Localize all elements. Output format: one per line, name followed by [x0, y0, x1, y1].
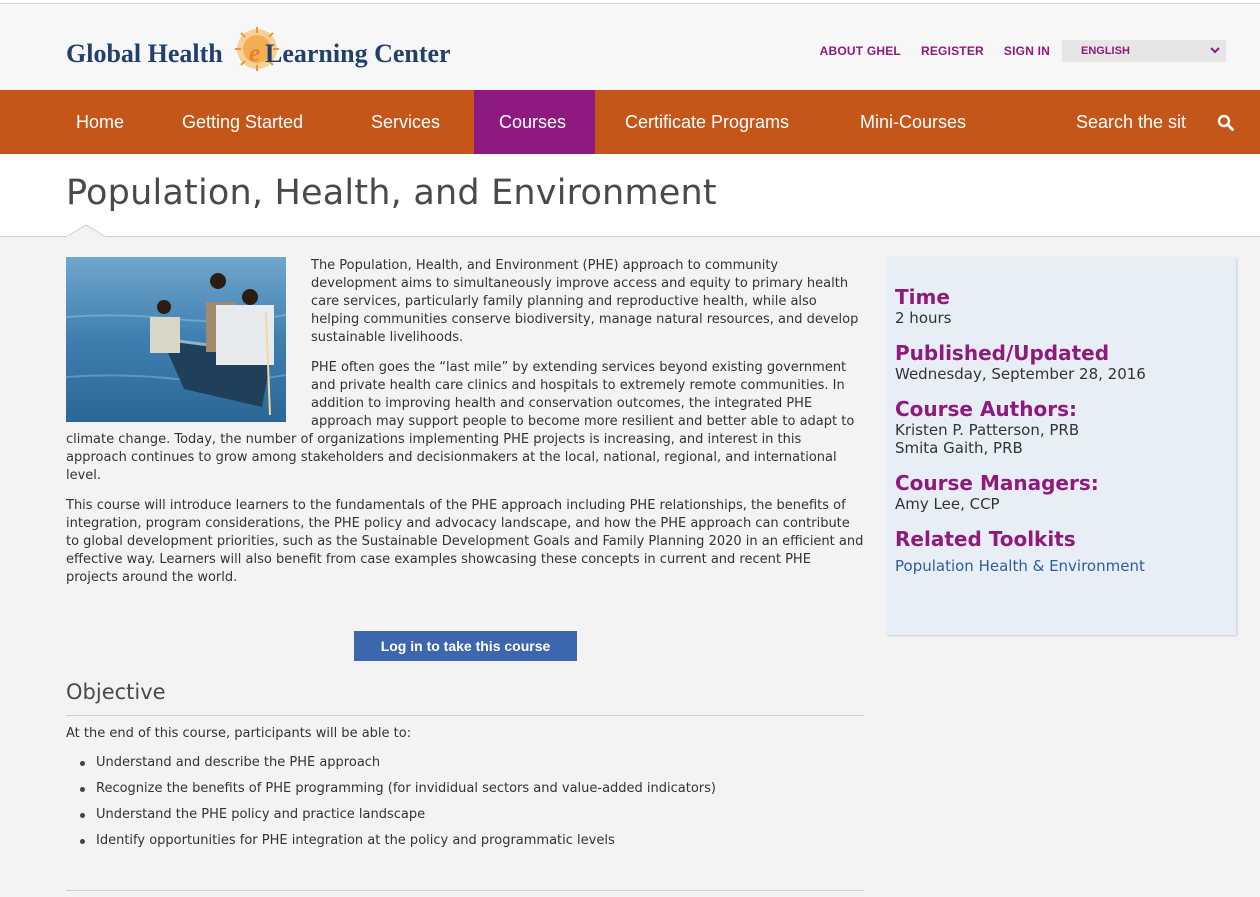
nav-item-mini-courses[interactable]: Mini-Courses [860, 112, 967, 132]
main-navigation [0, 90, 1260, 154]
time-block [895, 285, 1227, 327]
nav-item-services[interactable]: Services [371, 112, 441, 132]
image-spacer [66, 257, 311, 422]
logo-text-learning-center: Learning Center [265, 39, 451, 68]
author-name: Kristen P. Patterson, PRB [895, 421, 1080, 439]
manager-name: Amy Lee, CCP [895, 495, 1000, 513]
objective-intro: At the end of this course, participants will be able to: [66, 726, 412, 741]
published-block [895, 341, 1227, 383]
language-select-value: ENGLISH [1081, 45, 1130, 57]
sign-in-link[interactable]: SIGN IN [1003, 44, 1050, 58]
login-to-take-course-button[interactable]: Log in to take this course [354, 631, 577, 661]
search-input[interactable]: Search the sit [1076, 112, 1187, 132]
toolkits-label: Related Toolkits [895, 527, 1076, 551]
authors-label: Course Authors: [895, 397, 1077, 421]
toolkit-link[interactable]: Population Health & Environment [895, 557, 1145, 575]
toolkits-block [895, 527, 1227, 577]
utility-links [800, 40, 1226, 62]
title-notch-decoration [66, 224, 106, 237]
author-name: Smita Gaith, PRB [895, 439, 1023, 457]
nav-item-getting-started[interactable]: Getting Started [182, 112, 304, 132]
search-icon[interactable] [1217, 114, 1234, 131]
bottom-divider [66, 890, 864, 891]
time-value: 2 hours [895, 309, 952, 327]
chevron-down-icon [1209, 44, 1221, 56]
page-title-bar [0, 154, 1260, 237]
description-paragraph: PHE often goes the “last mile” by extending services beyond existing government and private health care clinics and hospitals to extremely remote communities. In addition to improving health and conservation outcomes, the integrated PHE approach may support people to become more resilient and better able to adapt to climate change. Today, the number of organizations implementing PHE projects is increasing, and interest in this approach continues to grow among stakeholders and decisionmakers at the local, national, regional, and international level. [66, 360, 855, 483]
objective-divider [66, 715, 864, 716]
description-paragraph: This course will introduce learners to the fundamentals of the PHE approach including PHE relationships, the benefits of integration, program considerations, the PHE policy and advocacy landscape, and how the PHE approach can contribute to global development priorities, such as the Sustainable Development Goals and Family Planning 2020 in an efficient and effective way. Learners will also benefit from case examples showcasing these concepts in current and recent PHE projects around the world. [66, 498, 864, 585]
published-value: Wednesday, September 28, 2016 [895, 365, 1146, 383]
objective-item: Understand the PHE policy and practice landscape [66, 806, 716, 832]
nav-item-courses[interactable]: Courses [474, 90, 595, 154]
site-logo[interactable] [66, 24, 486, 74]
language-select[interactable] [1062, 40, 1226, 62]
authors-block [895, 397, 1227, 457]
managers-label: Course Managers: [895, 471, 1099, 495]
time-label: Time [895, 285, 950, 309]
objective-list [66, 754, 716, 858]
logo-e-letter: e [249, 40, 261, 67]
site-header [0, 4, 1260, 90]
objective-heading: Objective [66, 680, 166, 704]
published-label: Published/Updated [895, 341, 1110, 365]
description-paragraph: The Population, Health, and Environment (PHE) approach to community development aims to simultaneously improve access and equity to primary health care services, particularly family planning and reproductive health, while also helping communities conserve biodiversity, manage natural resources, and develop sustainable livelihoods. [311, 258, 859, 345]
course-description [66, 257, 866, 599]
course-info-sidebar [886, 257, 1236, 635]
objective-item: Understand and describe the PHE approach [66, 754, 716, 780]
objective-item: Recognize the benefits of PHE programming (for invididual sectors and value-added indicators) [66, 780, 716, 806]
objective-item: Identify opportunities for PHE integration at the policy and programmatic levels [66, 832, 716, 858]
logo-text-global-health: Global Health [66, 39, 223, 68]
nav-item-certificate-programs[interactable]: Certificate Programs [625, 112, 790, 132]
page-title: Population, Health, and Environment [66, 173, 717, 213]
nav-item-home[interactable]: Home [76, 112, 125, 132]
about-ghel-link[interactable]: ABOUT GHEL [819, 44, 901, 58]
register-link[interactable]: REGISTER [920, 44, 984, 58]
managers-block [895, 471, 1227, 513]
